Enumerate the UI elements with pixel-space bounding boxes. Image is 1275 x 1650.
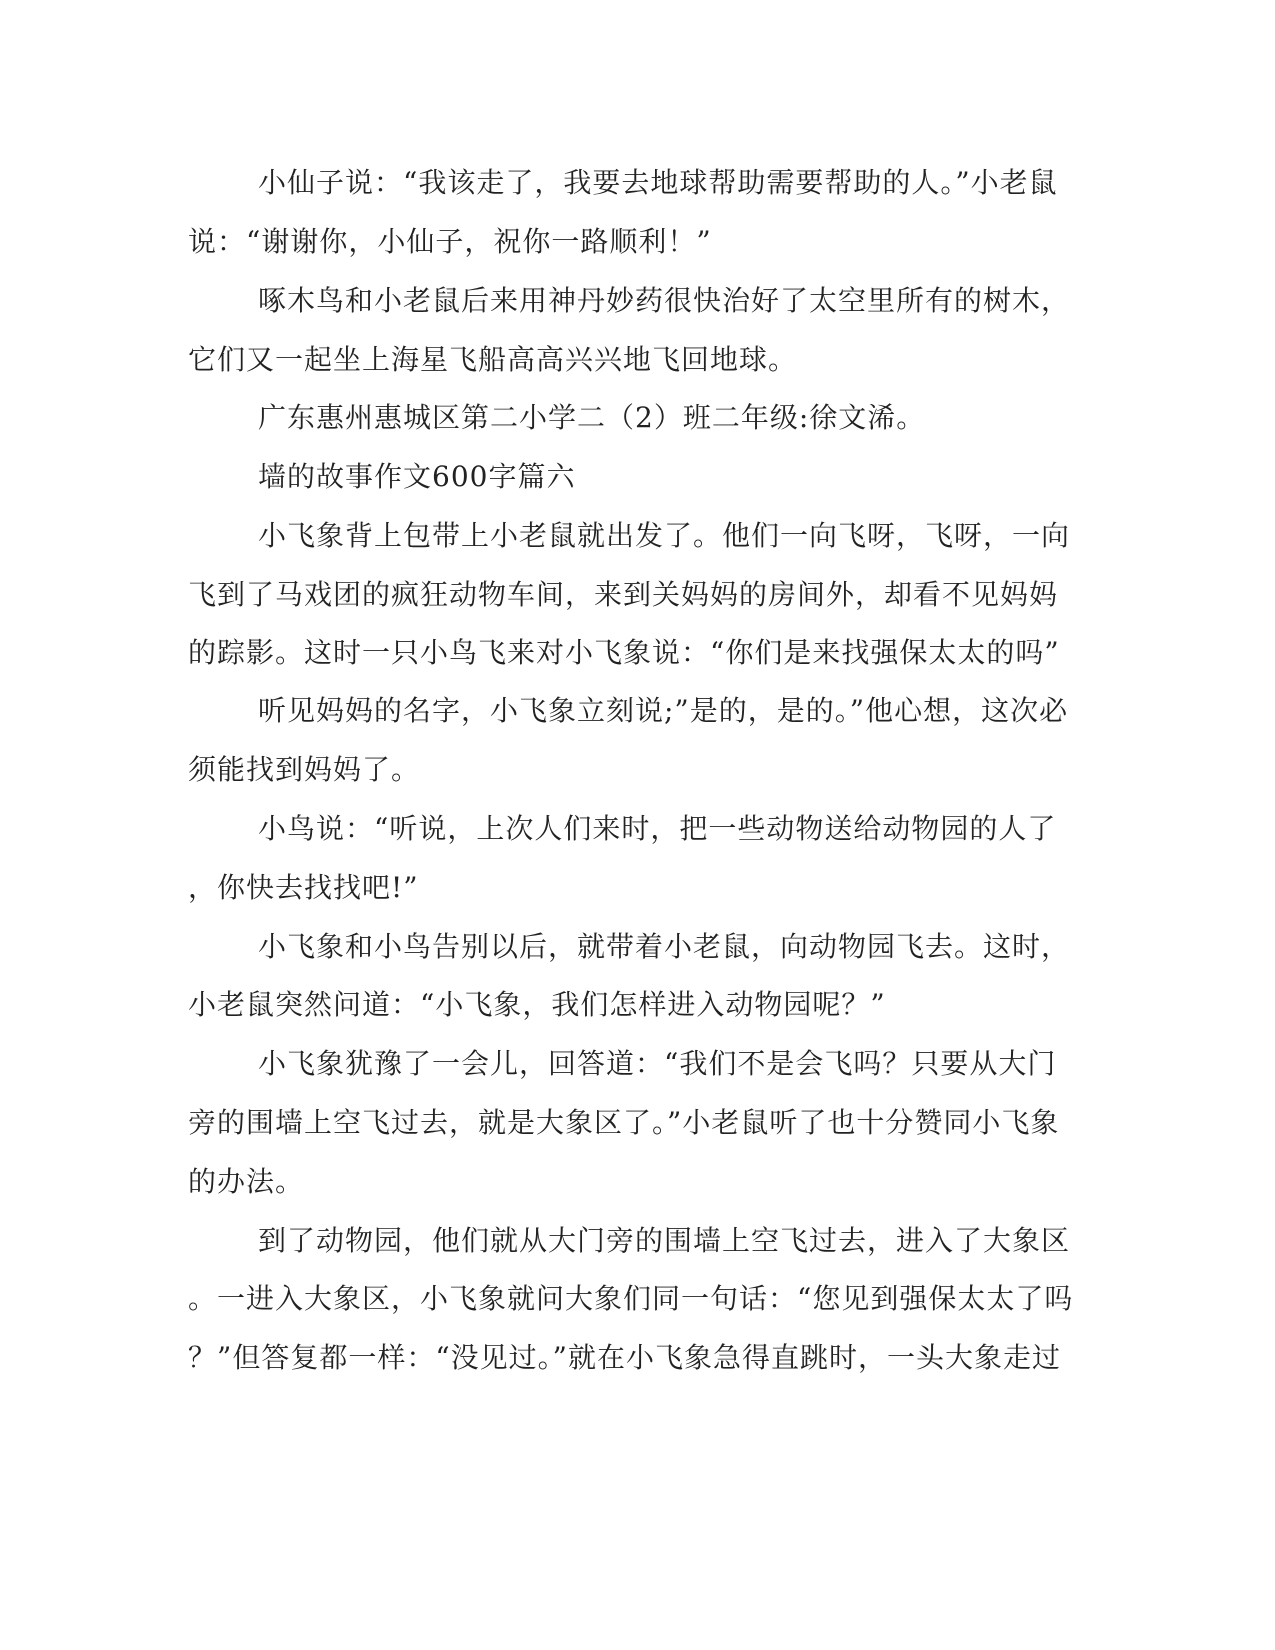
text-line: 小仙子说：“我该走了，我要去地球帮助需要帮助的人。”小老鼠 <box>258 166 1058 199</box>
text-line: 的踪影。这时一只小鸟飞来对小飞象说：“你们是来找强保太太的吗” <box>188 636 1060 669</box>
text-line: 小老鼠突然问道：“小飞象，我们怎样进入动物园呢？” <box>188 988 886 1021</box>
text-line: 飞到了马戏团的疯狂动物车间，来到关妈妈的房间外，却看不见妈妈 <box>188 578 1059 611</box>
text-line: 说：“谢谢你，小仙子，祝你一路顺利！” <box>188 225 712 258</box>
text-line: 的办法。 <box>188 1165 305 1198</box>
text-line: 小飞象和小鸟告别以后，就带着小老鼠，向动物园飞去。这时， <box>258 930 1071 963</box>
author-line: 广东惠州惠城区第二小学二（2）班二年级:徐文浠。 <box>258 401 926 434</box>
text-line: 须能找到妈妈了。 <box>188 753 421 786</box>
text-line: 。一进入大象区，小飞象就问大象们同一句话：“您见到强保太太了吗 <box>188 1282 1074 1315</box>
text-line: 听见妈妈的名字，小飞象立刻说;”是的，是的。”他心想，这次必 <box>258 694 1069 727</box>
text-line: ？”但答复都一样：“没见过。”就在小飞象急得直跳时，一头大象走过 <box>188 1341 1061 1374</box>
text-line: 旁的围墙上空飞过去，就是大象区了。”小老鼠听了也十分赞同小飞象 <box>188 1106 1060 1139</box>
text-line: ，你快去找找吧!” <box>188 871 419 904</box>
text-line: 它们又一起坐上海星飞船高高兴兴地飞回地球。 <box>188 343 798 376</box>
text-line: 到了动物园，他们就从大门旁的围墙上空飞过去，进入了大象区 <box>258 1224 1071 1257</box>
text-line: 小飞象背上包带上小老鼠就出发了。他们一向飞呀，飞呀，一向 <box>258 519 1071 552</box>
text-line: 小飞象犹豫了一会儿，回答道：“我们不是会飞吗？只要从大门 <box>258 1047 1057 1080</box>
section-title: 墙的故事作文600字篇六 <box>258 460 576 493</box>
text-line: 小鸟说：“听说，上次人们来时，把一些动物送给动物园的人了 <box>258 812 1057 845</box>
text-line: 啄木鸟和小老鼠后来用神丹妙药很快治好了太空里所有的树木， <box>258 284 1071 317</box>
